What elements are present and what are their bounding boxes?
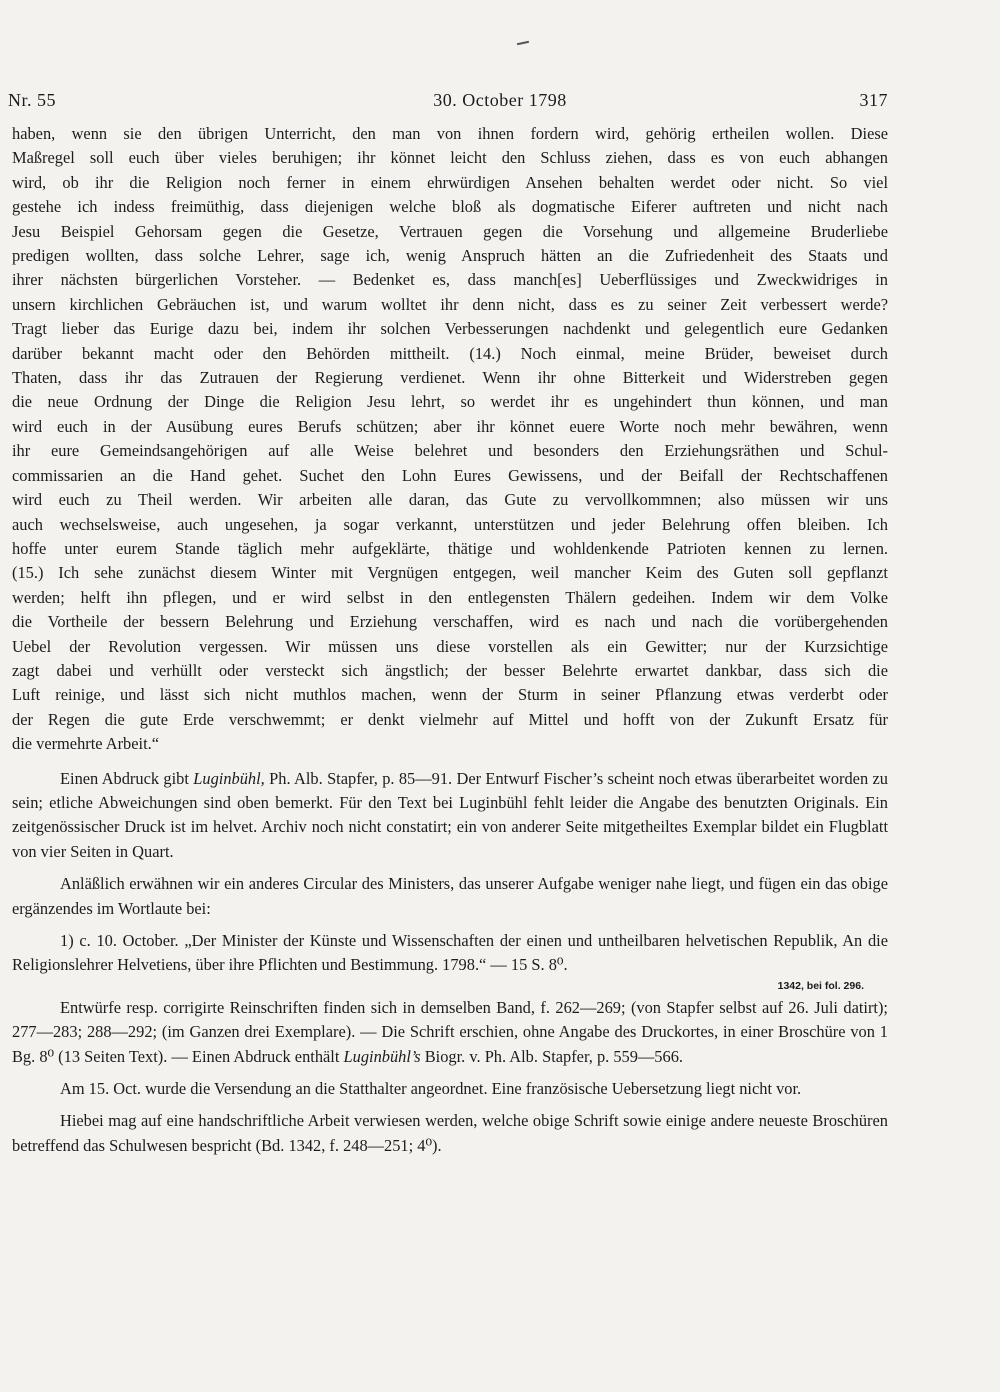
text-run: Ph. Alb. Stapfer, p. 85—91. Der Entwurf Fischer’s scheint noch etwas überarbeitet worden zu sein; etliche Abweichungen sind oben bemerkt. Für den Text bei Luginbühl fehlt leider die Angabe des benutzten Originals. Ein zeitgenössischer Druck ist im helvet. Archiv noch nicht constatirt; ein von anderer Seite mitgetheiltes Exemplar bildet ein Flugblatt von vier Seiten in Quart.	[12, 768, 888, 861]
quoted-circular-text	[12, 122, 888, 757]
paragraph-drafts	[12, 996, 888, 1069]
quote-line: die vermehrte Arbeit.“	[12, 734, 159, 754]
page-header	[0, 90, 1000, 116]
quote-line: zagt dabei und verhüllt oder versteckt sich ängstlich; der besser Belehrte erwartet dankbar, dass sich die	[12, 660, 888, 680]
quote-line: (15.) Ich sehe zunächst diesem Winter mit Vergnügen entgegen, weil mancher Keim des Guten soll gepflanzt	[12, 563, 888, 583]
quote-line: ihrer nächsten bürgerlichen Vorsteher. — Bedenket es, dass manch[es] Ueberflüssiges und Zweckwidriges in	[12, 270, 888, 290]
quote-line: Thaten, dass ihr das Zutrauen der Regierung verdienet. Wenn ihr ohne Bitterkeit und Widerstreben gegen	[12, 368, 888, 388]
quote-line: die neue Ordnung der Dinge die Religion Jesu lehrt, so werdet ihr es ungehindert thun können, und man	[12, 392, 888, 412]
quote-line: unsern kirchlichen Gebräuchen ist, und warum wolltet ihr denn nicht, dass es zu seiner Zeit verbessert werde?	[12, 294, 888, 314]
paragraph-dispatch: Am 15. Oct. wurde die Versendung an die Statthalter angeordnet. Eine französische Uebersetzung liegt nicht vor.	[60, 1079, 802, 1099]
paragraph-print-source	[12, 767, 888, 865]
document-number: Nr. 55	[8, 90, 56, 110]
quote-line: wird euch in der Ausübung eures Berufs schützen; aber ihr könnet euere Worte noch mehr bewähren, wenn	[12, 416, 888, 436]
quote-line: wird, ob ihr die Religion noch ferner in einem ehrwürdigen Ansehen behalten werdet oder nicht. So viel	[12, 172, 888, 192]
paragraph-manuscript: Hiebei mag auf eine handschriftliche Arbeit verwiesen werden, welche obige Schrift sowie einige andere neueste Broschüren betreffend das Schulwesen bespricht (Bd. 1342, f. 248—251; 4⁰).	[12, 1111, 888, 1155]
quote-line: wird euch zu Theil werden. Wir arbeiten alle daran, das Gute zu vervollkommnen; also müssen wir uns	[12, 490, 888, 510]
quote-line: Maßregel soll euch über vieles beruhigen; ihr könnet leicht den Schluss ziehen, dass es von euch abhangen	[12, 148, 888, 168]
page-number: 317	[859, 90, 888, 110]
quote-line: Luft reinige, und lässt sich nicht muthlos machen, wenn der Sturm in seiner Pflanzung etwas verderbt oder	[12, 685, 888, 705]
paragraph-other-circular: Anläßlich erwähnen wir ein anderes Circular des Ministers, das unserer Aufgabe weniger nahe liegt, und fügen ein das obige ergänzendes im Wortlaute bei:	[12, 874, 888, 918]
quote-line: Jesu Beispiel Gehorsam gegen die Gesetze, Vertrauen gegen die Vorsehung und allgemeine Bruderliebe	[12, 221, 888, 241]
text-run: Entwürfe resp. corrigirte Reinschriften finden sich in demselben Band, f. 262—269; (von Stapfer selbst auf 26. Juli datirt); 277—283; 288—292; (im Ganzen drei Exemplare). — Die Schrift erschien, ohne Angabe des Druckortes, in einer Broschüre von 1 Bg. 8⁰ (13 Seiten Text). — Einen Abdruck enthält	[12, 997, 888, 1066]
quote-line: auch wechselsweise, auch ungesehen, ja sogar verkannt, unterstützen und jeder Belehrung offen bleiben. Ich	[12, 514, 888, 534]
quote-line: die Vortheile der bessern Belehrung und Erziehung verschaffen, wird es nach und nach die vorübergehenden	[12, 612, 888, 632]
text-run: Biogr. v. Ph. Alb. Stapfer, p. 559—566.	[420, 1046, 683, 1066]
quote-line: ihr eure Gemeindsangehörigen auf alle Weise belehret und besonders den Erziehungsräthen und Schul-	[12, 441, 888, 461]
quote-line: darüber bekannt macht oder den Behörden mittheilt. (14.) Noch einmal, meine Brüder, beweiset durch	[12, 343, 888, 363]
header-date: 30. October 1798	[433, 90, 567, 110]
ink-mark	[517, 41, 529, 45]
quote-line: predigen wollten, dass solche Lehrer, sage ich, wenig Anspruch hätten an die Zufriedenheit des Staats und	[12, 246, 888, 266]
quote-line: Uebel der Revolution vergessen. Wir müssen uns diese vorstellen als ein Gewitter; nur der Kurzsichtige	[12, 636, 888, 656]
page-body	[12, 122, 888, 1158]
author-name: Luginbühl’s	[343, 1046, 421, 1066]
quote-line: gestehe ich indess freimüthig, dass diejenigen welche bloß als dogmatische Eiferer auftreten und nicht nach	[12, 197, 888, 217]
author-name: Luginbühl,	[193, 768, 265, 788]
quote-line: hoffe unter eurem Stande täglich mehr aufgeklärte, thätige und wohldenkende Patrioten kennen zu lernen.	[12, 538, 888, 558]
quote-line: commissarien an die Hand gehet. Suchet den Lohn Eures Gewissens, und der Beifall der Rechtschaffenen	[12, 465, 888, 485]
quote-line: werden; helft ihn pflegen, und er wird selbst in den entlegensten Thälern gedeihen. Indem wir dem Volke	[12, 587, 888, 607]
paragraph-citation: 1) c. 10. October. „Der Minister der Künste und Wissenschaften der einen und untheilbaren helvetischen Republik, An die Religionslehrer Helvetiens, über ihre Pflichten und Bestimmung. 1798.“ — 15 S. 8⁰.	[12, 931, 888, 975]
quote-line: haben, wenn sie den übrigen Unterricht, den man von ihnen fordern wird, gehörig ertheilen wollen. Diese	[12, 124, 888, 143]
quote-line: der Regen die gute Erde verschwemmt; er denkt vielmehr auf Mittel und hofft von der Zukunft Ersatz für	[12, 709, 888, 729]
archive-reference: 1342, bei fol. 296.	[777, 979, 864, 992]
quote-line: Tragt lieber das Eurige dazu bei, indem ihr solchen Verbesserungen nachdenkt und gelegentlich eure Gedanken	[12, 319, 888, 339]
text-run: Einen Abdruck gibt	[60, 768, 194, 788]
